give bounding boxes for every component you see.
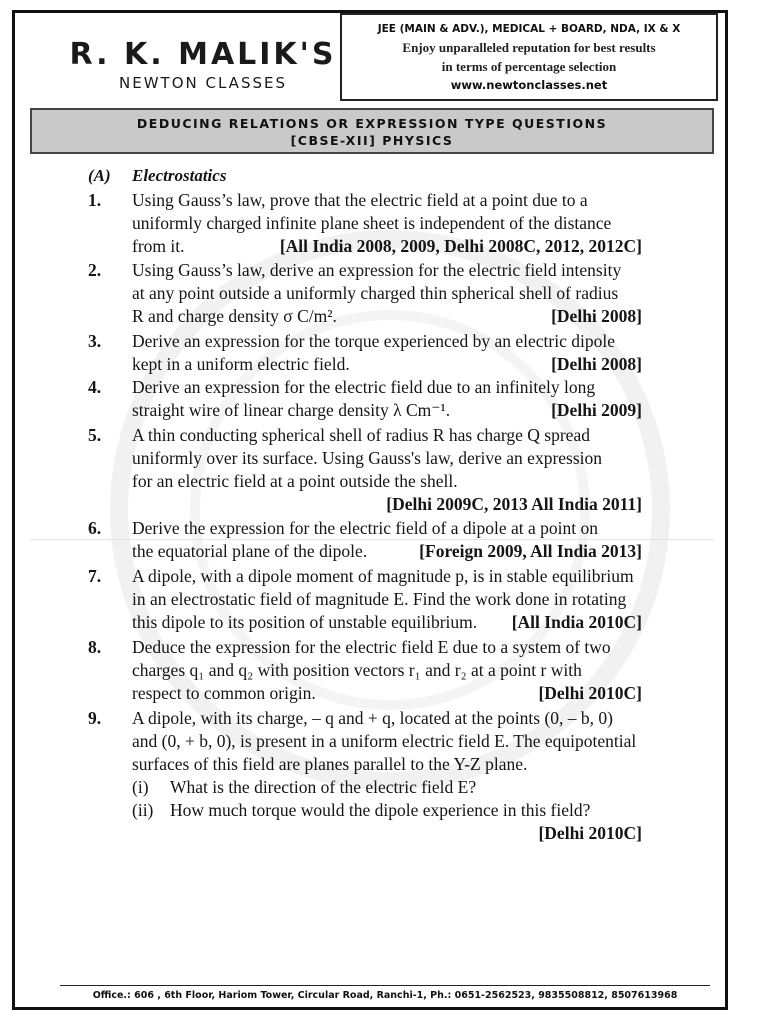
footer-text: Office.: 606 , 6th Floor, Hariom Tower, Circular Road, Ranchi-1, Ph.: 0651-2562523, 9835508812, 8507613968 <box>92 990 678 1001</box>
question-line: this dipole to its position of unstable equilibrium. <box>132 612 478 632</box>
website-link[interactable]: www.newtonclasses.net <box>450 78 608 92</box>
question-line: and (0, + b, 0), is present in a uniform electric field E. The equipotential <box>132 731 637 751</box>
question-line: uniformly over its surface. Using Gauss's law, derive an expression <box>132 448 603 468</box>
question-text <box>132 565 642 634</box>
logo-title: R. K. MALIK'S <box>69 37 337 72</box>
question-line: A thin conducting spherical shell of radius R has charge Q spread <box>132 425 590 445</box>
exam-reference: [Delhi 2009C, 2013 All India 2011] <box>386 494 642 514</box>
section-heading <box>88 166 226 186</box>
question-line-with-reference <box>132 540 642 563</box>
question-number: 1. <box>88 190 102 210</box>
info-box <box>340 13 718 101</box>
question-text <box>132 517 642 563</box>
question-line: A dipole, with its charge, – q and + q, located at the points (0, – b, 0) <box>132 708 613 728</box>
question-text <box>132 330 642 376</box>
question-text <box>132 636 642 705</box>
subpart-text: What is the direction of the electric field E? <box>170 777 477 797</box>
question-line: the equatorial plane of the dipole. <box>132 541 368 561</box>
question-line: Derive an expression for the torque experienced by an electric dipole <box>132 331 615 351</box>
info-courses: JEE (MAIN & ADV.), MEDICAL + BOARD, NDA, IX & X <box>377 23 681 35</box>
exam-reference: [All India 2010C] <box>511 612 642 632</box>
question-line-with-reference <box>132 399 642 422</box>
question-line: Using Gauss’s law, derive an expression for the electric field intensity <box>132 260 622 280</box>
logo-subtitle: NEWTON CLASSES <box>119 74 287 92</box>
question-line: in an electrostatic field of magnitude E. Find the work done in rotating <box>132 589 627 609</box>
exam-reference: [Delhi 2008] <box>551 354 642 374</box>
info-tagline-2: in terms of percentage selection <box>441 59 617 74</box>
question-line: straight wire of linear charge density λ Cm⁻¹. <box>132 400 451 420</box>
question-line-with-reference <box>132 235 642 258</box>
question-number: 7. <box>88 566 102 586</box>
question-line: uniformly charged infinite plane sheet is independent of the distance <box>132 213 612 233</box>
question-text <box>132 707 642 845</box>
exam-reference: [Delhi 2009] <box>551 400 642 420</box>
question-line: kept in a uniform electric field. <box>132 354 350 374</box>
footer-address <box>60 990 710 1001</box>
question-line: Derive an expression for the electric field due to an infinitely long <box>132 377 596 397</box>
divider <box>30 539 714 540</box>
question-line: respect to common origin. <box>132 683 316 703</box>
question-line: charges q₁ and q₂ with position vectors r₁ and r₂ at a point r with <box>132 660 582 680</box>
question-line: surfaces of this field are planes parallel to the Y-Z plane. <box>132 754 528 774</box>
question-line: A dipole, with a dipole moment of magnitude p, is in stable equilibrium <box>132 566 634 586</box>
question-line: Deduce the expression for the electric field E due to a system of two <box>132 637 611 657</box>
question-text <box>132 424 642 516</box>
question-text <box>132 189 642 258</box>
question-line: Using Gauss’s law, prove that the electric field at a point due to a <box>132 190 588 210</box>
question-number: 4. <box>88 377 102 397</box>
question-text <box>132 376 642 422</box>
exam-reference: [All India 2008, 2009, Delhi 2008C, 2012, 2012C] <box>279 236 642 256</box>
footer-rule <box>60 985 710 986</box>
question-number: 9. <box>88 708 102 728</box>
question-line-with-reference <box>132 682 642 705</box>
subpart-row <box>132 799 642 822</box>
question-line-with-reference <box>132 611 642 634</box>
question-number: 6. <box>88 518 102 538</box>
info-tagline: Enjoy unparalleled reputation for best results <box>402 40 656 55</box>
exam-reference: [Delhi 2010C] <box>538 683 642 703</box>
banner-title: DEDUCING RELATIONS OR EXPRESSION TYPE QUESTIONS <box>136 116 608 131</box>
question-line: from it. <box>132 236 185 256</box>
question-line: at any point outside a uniformly charged thin spherical shell of radius <box>132 283 619 303</box>
question-text <box>132 259 642 328</box>
question-line: R and charge density σ C/m². <box>132 306 337 326</box>
question-line: Derive the expression for the electric field of a dipole at a point on <box>132 518 599 538</box>
exam-reference: [Delhi 2010C] <box>538 823 642 843</box>
subpart-label: (ii) <box>132 800 154 820</box>
question-line-with-reference <box>132 353 642 376</box>
section-label: (A) <box>88 166 111 185</box>
subpart-label: (i) <box>132 777 149 797</box>
banner-subtitle: [CBSE-XII] PHYSICS <box>290 133 454 148</box>
subpart-text: How much torque would the dipole experience in this field? <box>170 800 591 820</box>
exam-reference: [Delhi 2008] <box>551 306 642 326</box>
section-title: Electrostatics <box>132 166 227 185</box>
question-number: 5. <box>88 425 102 445</box>
question-number: 3. <box>88 331 102 351</box>
question-line: for an electric field at a point outside the shell. <box>132 471 458 491</box>
exam-reference: [Foreign 2009, All India 2013] <box>419 541 642 561</box>
question-number: 8. <box>88 637 102 657</box>
question-number: 2. <box>88 260 102 280</box>
question-line-with-reference <box>132 305 642 328</box>
subpart-row <box>132 776 642 799</box>
logo <box>68 38 338 92</box>
topic-banner <box>30 108 714 154</box>
